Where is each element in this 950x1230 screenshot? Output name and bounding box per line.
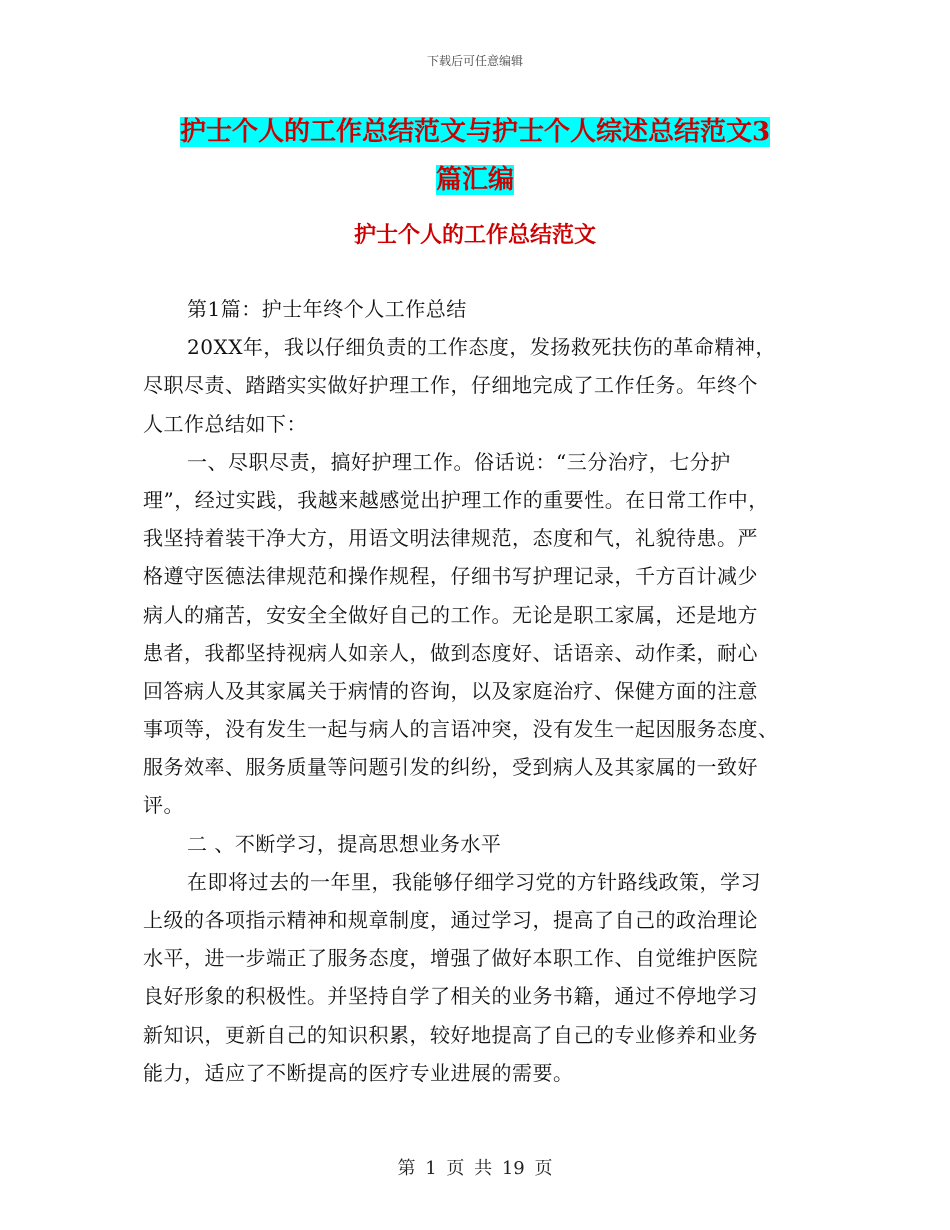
body-line: 新知识，更新自己的知识积累，较好地提高了自己的专业修养和业务 xyxy=(143,1022,758,1047)
body-line: 理”，经过实践，我越来越感觉出护理工作的重要性。在日常工作中， xyxy=(143,487,769,512)
body-line: 水平，进一步端正了服务态度，增强了做好本职工作、自觉维护医院 xyxy=(143,946,758,971)
body-line: 评。 xyxy=(143,793,184,818)
body-line: 一、尽职尽责，搞好护理工作。俗话说：“三分治疗，七分护 xyxy=(187,449,731,474)
body-line: 人工作总结如下： xyxy=(143,411,307,436)
body-line: 二 、不断学习，提高思想业务水平 xyxy=(187,831,502,856)
body-line: 20XX年，我以仔细负责的工作态度，发扬救死扶伤的革命精神， xyxy=(187,335,776,360)
body-line: 能力，适应了不断提高的医疗专业进展的需要。 xyxy=(143,1060,574,1085)
body-line: 事项等，没有发生一起与病人的言语冲突，没有发生一起因服务态度、 xyxy=(143,717,779,742)
body-text xyxy=(143,290,808,1092)
body-line: 患者，我都坚持视病人如亲人，做到态度好、话语亲、动作柔，耐心 xyxy=(143,640,758,665)
body-line: 尽职尽责、踏踏实实做好护理工作，仔细地完成了工作任务。年终个 xyxy=(143,373,758,398)
body-line: 我坚持着装干净大方，用语文明法律规范，态度和气，礼貌待患。严 xyxy=(143,526,758,551)
body-line: 服务效率、服务质量等问题引发的纠纷，受到病人及其家属的一致好 xyxy=(143,755,758,780)
title-line-1: 护士个人的工作总结范文与护士个人综述总结范文3 xyxy=(179,117,771,147)
body-line: 回答病人及其家属关于病情的咨询，以及家庭治疗、保健方面的注意 xyxy=(143,678,758,703)
body-line: 病人的痛苦，安安全全做好自己的工作。无论是职工家属，还是地方 xyxy=(143,602,758,627)
body-line: 良好形象的积极性。并坚持自学了相关的业务书籍，通过不停地学习 xyxy=(143,984,758,1009)
body-line: 第1篇：护士年终个人工作总结 xyxy=(187,297,467,321)
header-note: 下载后可任意编辑 xyxy=(426,54,523,68)
body-line: 上级的各项指示精神和规章制度，通过学习，提高了自己的政治理论 xyxy=(143,908,758,932)
body-line: 格遵守医德法律规范和操作规程，仔细书写护理记录，千方百计减少 xyxy=(143,564,758,589)
body-line: 在即将过去的一年里，我能够仔细学习党的方针路线政策，学习 xyxy=(187,869,761,894)
title-line-2: 篇汇编 xyxy=(435,165,514,195)
document-title xyxy=(140,108,810,204)
section-title: 护士个人的工作总结范文 xyxy=(353,222,596,248)
page-footer: 第 1 页 共 19 页 xyxy=(397,1158,553,1179)
